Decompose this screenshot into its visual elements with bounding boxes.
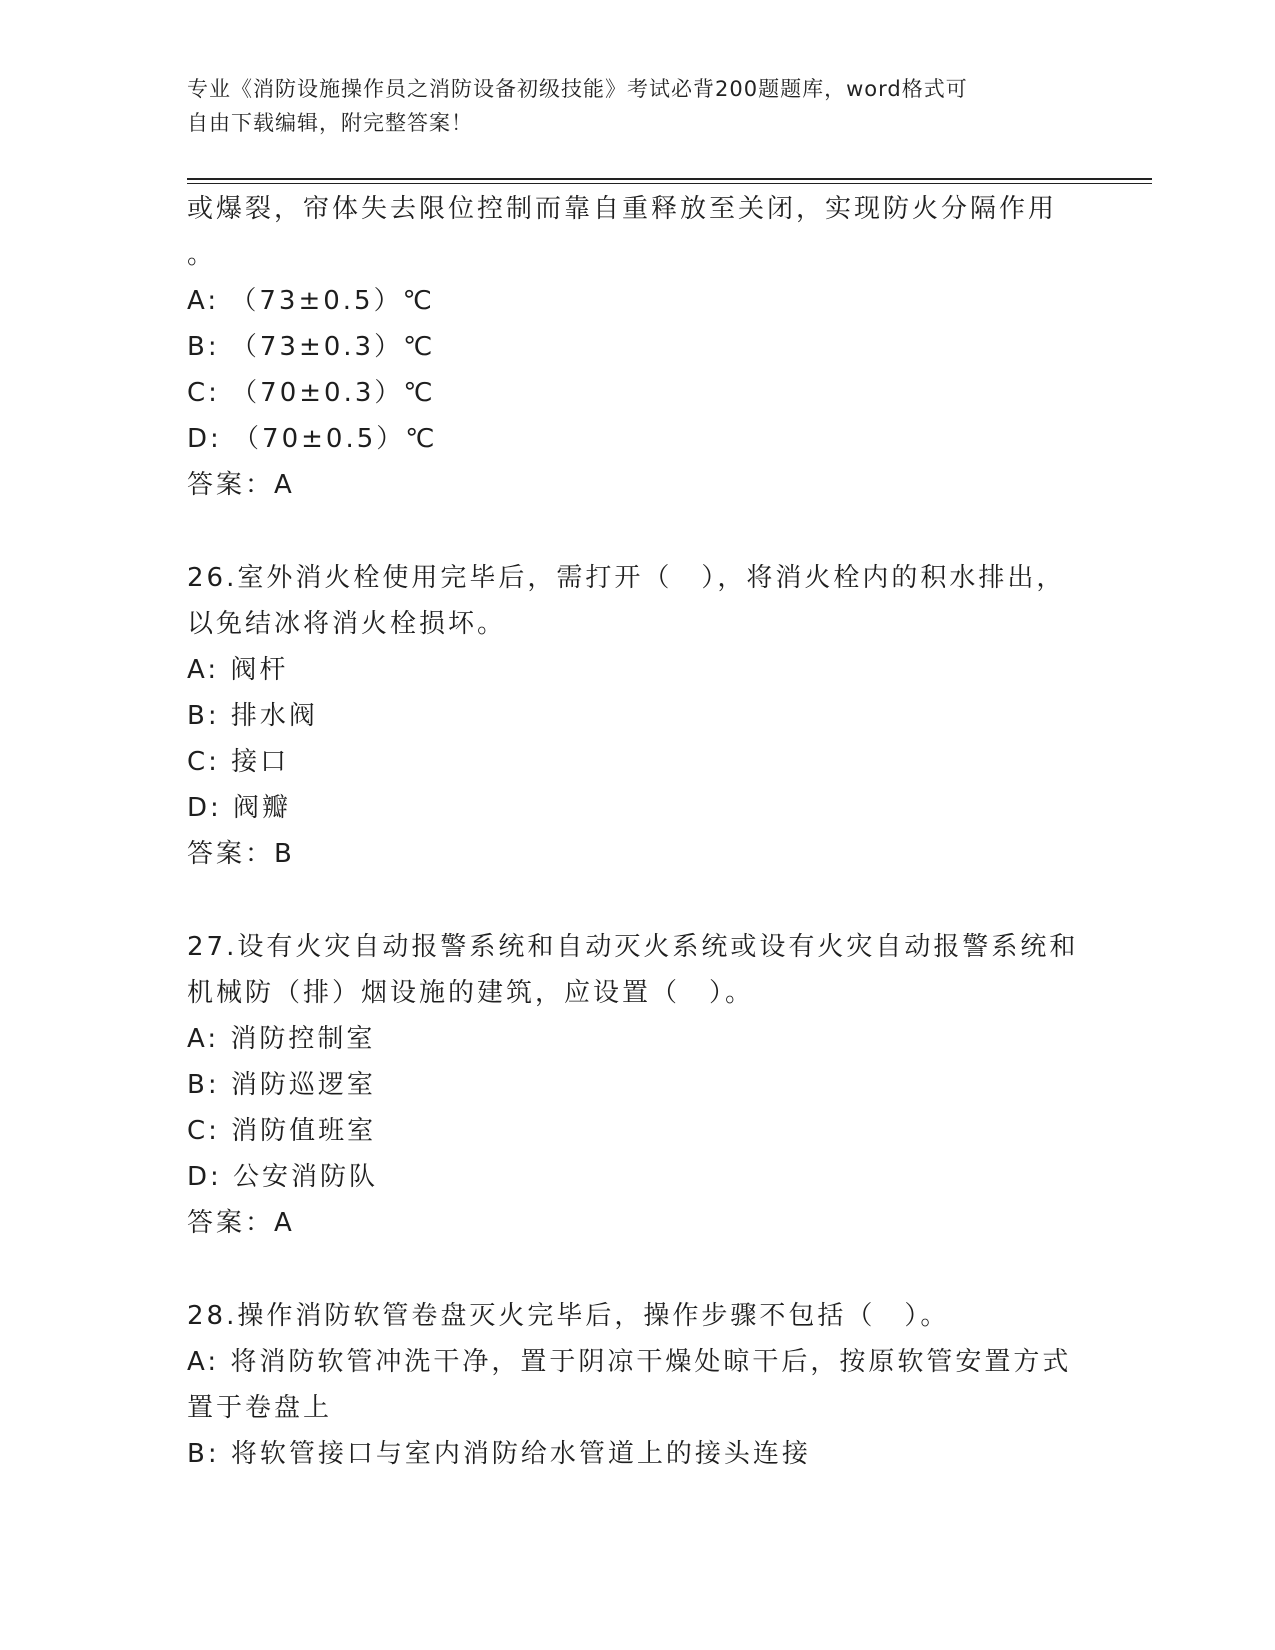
question-28 <box>187 1293 1087 1477</box>
option-c: C: 消防值班室 <box>187 1116 377 1146</box>
header-rule-thick <box>187 178 1152 180</box>
option-c: C: 接口 <box>187 747 290 777</box>
option-a: A: （73±0.5）℃ <box>187 286 435 316</box>
answer: 答案：A <box>187 470 295 500</box>
option-d: D: 公安消防队 <box>187 1162 379 1192</box>
question-26 <box>187 555 1087 877</box>
answer: 答案：B <box>187 839 295 869</box>
option-a: A: 阀杆 <box>187 655 289 685</box>
question-25-tail <box>187 186 1087 508</box>
question-text: 机械防（排）烟设施的建筑，应设置（ ）。 <box>187 978 755 1008</box>
option-a: A: 将消防软管冲洗干净，置于阴凉干燥处晾干后，按原软管安置方式 <box>187 1347 1072 1377</box>
answer: 答案：A <box>187 1208 295 1238</box>
header-line-1: 专业《消防设施操作员之消防设备初级技能》考试必背200题题库，word格式可 <box>187 77 968 101</box>
option-b: B: 将软管接口与室内消防给水管道上的接头连接 <box>187 1439 811 1469</box>
question-text: 28.操作消防软管卷盘灭火完毕后，操作步骤不包括（ ）。 <box>187 1301 950 1331</box>
option-d: D: （70±0.5）℃ <box>187 424 438 454</box>
option-c: C: （70±0.3）℃ <box>187 378 436 408</box>
question-text: 或爆裂，帘体失去限位控制而靠自重释放至关闭，实现防火分隔作用 <box>187 194 1058 224</box>
question-27 <box>187 924 1087 1246</box>
option-a: A: 消防控制室 <box>187 1024 376 1054</box>
header-line-2: 自由下载编辑，附完整答案！ <box>187 111 473 135</box>
document-header <box>187 72 1067 140</box>
question-text: 以免结冰将消火栓损坏。 <box>187 609 507 639</box>
option-b: B: （73±0.3）℃ <box>187 332 436 362</box>
option-b: B: 排水阀 <box>187 701 318 731</box>
option-b: B: 消防巡逻室 <box>187 1070 376 1100</box>
option-d: D: 阀瓣 <box>187 793 292 823</box>
question-text: 。 <box>187 240 217 270</box>
question-text: 26.室外消火栓使用完毕后，需打开（ ），将消火栓内的积水排出， <box>187 563 1066 593</box>
question-list <box>187 186 1087 1477</box>
option-a-continued: 置于卷盘上 <box>187 1393 333 1423</box>
question-text: 27.设有火灾自动报警系统和自动灭火系统或设有火灾自动报警系统和 <box>187 932 1079 962</box>
header-rule-thin <box>187 183 1152 184</box>
